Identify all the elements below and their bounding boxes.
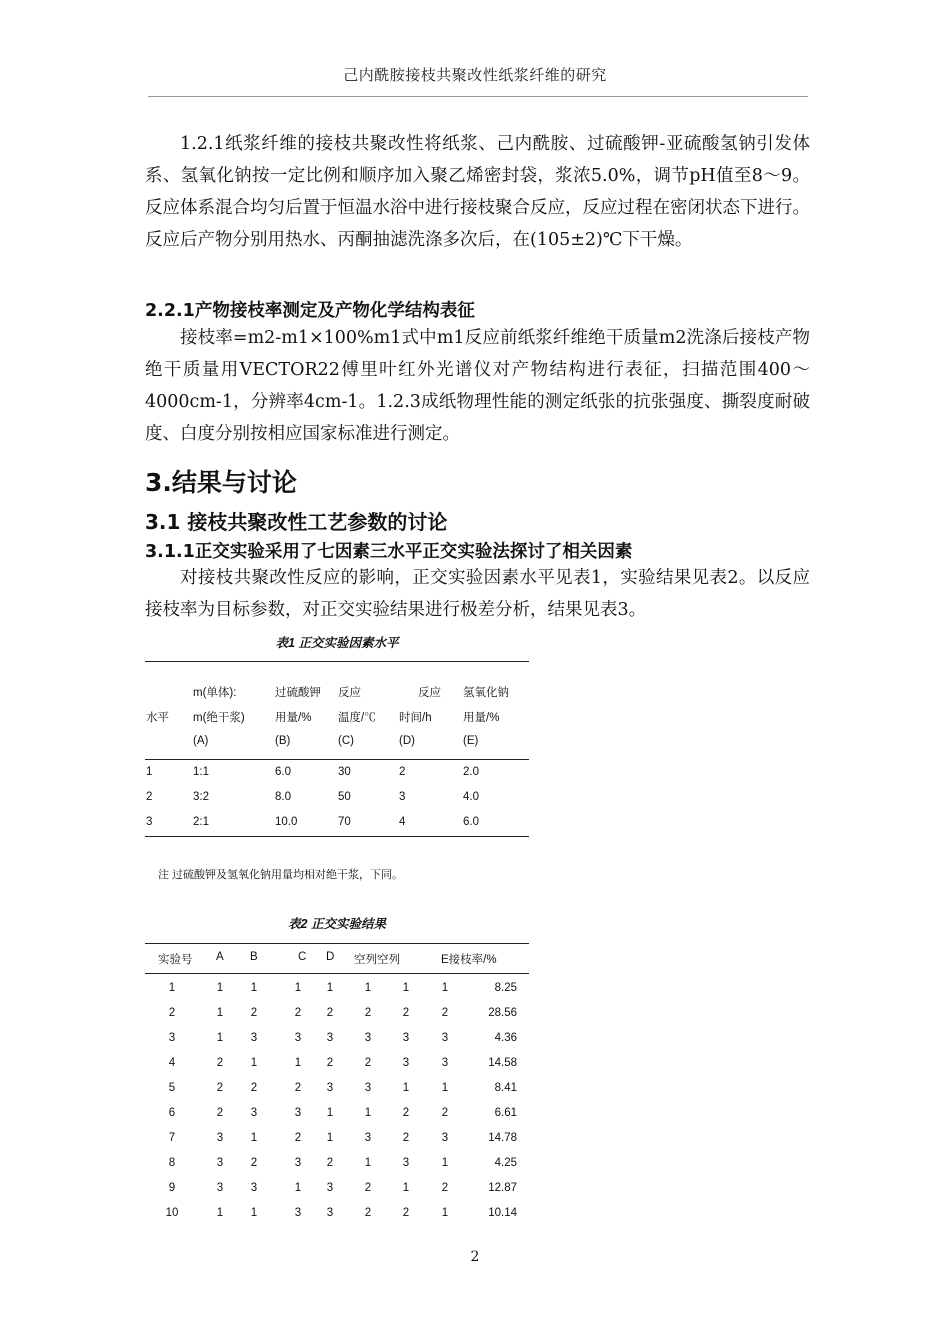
table2-cell-b: 1 [250, 1132, 258, 1144]
table2-cell-run: 10 [165, 1207, 179, 1219]
table2-cell-empty1: 3 [364, 1032, 372, 1044]
table2-cell-c: 3 [294, 1107, 302, 1119]
table1-head-b1: 过硫酸钾 [275, 687, 321, 699]
table2-cell-run: 9 [168, 1182, 176, 1194]
table2-cell-empty2: 2 [402, 1207, 410, 1219]
table1-cell-c: 70 [338, 816, 351, 828]
table2-cell-d: 3 [326, 1032, 334, 1044]
table2-cell-rate: 14.58 [488, 1057, 517, 1069]
table1-cell-b: 8.0 [275, 791, 291, 803]
table1-bottom-rule [145, 836, 529, 837]
table1-cell-c: 50 [338, 791, 351, 803]
table1-head-b3: (B) [275, 735, 291, 747]
table2-cell-a: 1 [216, 982, 224, 994]
table2-cell-empty2: 1 [402, 1082, 410, 1094]
table1-head-d2: 时间/h [399, 712, 432, 724]
table1-cell-e: 4.0 [463, 791, 479, 803]
table1-head-b2: 用量/% [275, 712, 312, 724]
table2-cell-rate: 14.78 [488, 1132, 517, 1144]
table1-head-a2: m(绝干浆) [193, 712, 245, 724]
table2-head-run: 实验号 [158, 954, 193, 966]
table2-cell-run: 1 [168, 982, 176, 994]
table2-cell-c: 2 [294, 1132, 302, 1144]
table2-cell-run: 3 [168, 1032, 176, 1044]
table1-cell-e: 6.0 [463, 816, 479, 828]
table2-cell-e: 1 [441, 982, 449, 994]
table2-cell-empty1: 2 [364, 1182, 372, 1194]
table2-cell-a: 1 [216, 1032, 224, 1044]
table2-cell-e: 3 [441, 1132, 449, 1144]
table1-cell-b: 10.0 [275, 816, 298, 828]
section-heading-3: 3.结果与讨论 [145, 468, 297, 497]
table1-top-rule [145, 661, 529, 662]
table2-caption: 表2 正交实验结果 [288, 917, 386, 931]
table2-cell-rate: 8.41 [494, 1082, 517, 1094]
table1-cell-level: 1 [146, 766, 153, 778]
table1-note: 注 过硫酸钾及氢氧化钠用量均相对绝干浆，下同。 [158, 869, 404, 881]
table1-head-d1: 反应 [418, 687, 441, 699]
table2-cell-a: 2 [216, 1082, 224, 1094]
table2-cell-empty1: 3 [364, 1082, 372, 1094]
table2-cell-c: 1 [294, 1057, 302, 1069]
table2-cell-empty1: 1 [364, 1107, 372, 1119]
table2-cell-a: 2 [216, 1107, 224, 1119]
table2-cell-c: 3 [294, 1032, 302, 1044]
table1-cell-a: 1:1 [193, 766, 209, 778]
table1-caption: 表1 正交实验因素水平 [275, 636, 399, 650]
table1-cell-d: 3 [399, 791, 406, 803]
paragraph-1-text: 1.2.1纸浆纤维的接枝共聚改性将纸浆、己内酰胺、过硫酸钾-亚硫酸氢钠引发体系、氢氧化钠按一定比例和顺序加入聚乙烯密封袋，浆浓5.0%，调节pH值至8～9。反应体系混合均匀后置于恒温水浴中进行接枝聚合反应，反应过程在密闭状态下进行。反应后产物分别用热水、丙酮抽滤洗涤多次后，在(105±2)℃下干燥。 [145, 134, 810, 250]
table2-mid-rule [145, 973, 529, 974]
table1-head-a3: (A) [193, 735, 209, 747]
running-header: 己内酰胺接枝共聚改性纸浆纤维的研究 [343, 66, 607, 84]
table1-cell-e: 2.0 [463, 766, 479, 778]
table2-cell-b: 3 [250, 1032, 258, 1044]
table2-cell-rate: 8.25 [494, 982, 517, 994]
table2-cell-a: 3 [216, 1157, 224, 1169]
table2-cell-empty1: 2 [364, 1007, 372, 1019]
table2-cell-e: 2 [441, 1182, 449, 1194]
table2-cell-rate: 6.61 [494, 1107, 517, 1119]
table1-cell-a: 3:2 [193, 791, 209, 803]
table2-cell-rate: 12.87 [488, 1182, 517, 1194]
header-rule [148, 96, 808, 97]
table2-cell-empty2: 1 [402, 1182, 410, 1194]
table1-head-e1: 氢氧化钠 [463, 687, 509, 699]
table2-cell-empty2: 3 [402, 1032, 410, 1044]
table2-cell-e: 1 [441, 1082, 449, 1094]
table1-head-c1: 反应 [338, 687, 361, 699]
table2-cell-b: 3 [250, 1182, 258, 1194]
table2-cell-d: 1 [326, 982, 334, 994]
table1-cell-c: 30 [338, 766, 351, 778]
table2-top-rule [145, 943, 529, 944]
table2-cell-b: 2 [250, 1007, 258, 1019]
table2-cell-a: 2 [216, 1057, 224, 1069]
table2-cell-d: 3 [326, 1182, 334, 1194]
table2-cell-b: 1 [250, 1057, 258, 1069]
table2-cell-run: 6 [168, 1107, 176, 1119]
paragraph-1 [145, 128, 810, 256]
table2-cell-empty1: 2 [364, 1207, 372, 1219]
table2-cell-empty2: 1 [402, 982, 410, 994]
subheading-2-2-1: 2.2.1产物接枝率测定及产物化学结构表征 [145, 301, 475, 321]
table2-cell-c: 1 [294, 982, 302, 994]
table2-cell-d: 2 [326, 1057, 334, 1069]
table2-head-d: D [326, 951, 335, 963]
table1-cell-a: 2:1 [193, 816, 209, 828]
table2-head-c: C [298, 951, 307, 963]
table2-cell-d: 2 [326, 1157, 334, 1169]
paragraph-3-text: 对接枝共聚改性反应的影响，正交实验因素水平见表1，实验结果见表2。以反应接枝率为目标参数，对正交实验结果进行极差分析，结果见表3。 [145, 568, 810, 620]
table1-head-e2: 用量/% [463, 712, 500, 724]
table2-cell-e: 3 [441, 1032, 449, 1044]
table2-cell-d: 1 [326, 1107, 334, 1119]
table2-cell-empty2: 2 [402, 1107, 410, 1119]
table2-head-e-rate: E接枝率/% [441, 954, 497, 966]
table1-cell-b: 6.0 [275, 766, 291, 778]
table2-cell-empty1: 1 [364, 982, 372, 994]
table1-cell-d: 4 [399, 816, 406, 828]
page-number: 2 [470, 1249, 480, 1265]
table2-cell-c: 2 [294, 1082, 302, 1094]
table1-cell-d: 2 [399, 766, 406, 778]
table2-head-a: A [216, 951, 224, 963]
table2-cell-b: 2 [250, 1157, 258, 1169]
table1-head-level: 水平 [146, 712, 169, 724]
table1-head-c2: 温度/℃ [338, 712, 376, 724]
table1-head-e3: (E) [463, 735, 479, 747]
table2-cell-run: 4 [168, 1057, 176, 1069]
table2-cell-empty2: 2 [402, 1007, 410, 1019]
table2-cell-e: 1 [441, 1207, 449, 1219]
table2-cell-d: 3 [326, 1082, 334, 1094]
table2-head-b: B [250, 951, 258, 963]
table2-cell-d: 2 [326, 1007, 334, 1019]
table2-cell-empty2: 2 [402, 1132, 410, 1144]
table2-cell-e: 1 [441, 1157, 449, 1169]
table2-head-empty: 空列空列 [354, 954, 400, 966]
table2-cell-c: 3 [294, 1207, 302, 1219]
table2-cell-a: 1 [216, 1007, 224, 1019]
table2-cell-rate: 4.25 [494, 1157, 517, 1169]
table2-cell-e: 2 [441, 1107, 449, 1119]
table2-cell-run: 5 [168, 1082, 176, 1094]
section-heading-3-1: 3.1 接枝共聚改性工艺参数的讨论 [145, 510, 448, 534]
table1-head-a1: m(单体): [193, 687, 237, 699]
table1-cell-level: 2 [146, 791, 153, 803]
table2-cell-empty1: 2 [364, 1057, 372, 1069]
table2-cell-empty1: 3 [364, 1132, 372, 1144]
table2-cell-d: 3 [326, 1207, 334, 1219]
table2-cell-c: 2 [294, 1007, 302, 1019]
table1-cell-level: 3 [146, 816, 153, 828]
table2-cell-rate: 28.56 [488, 1007, 517, 1019]
section-heading-3-1-1: 3.1.1正交实验采用了七因素三水平正交实验法探讨了相关因素 [145, 542, 633, 562]
table2-cell-run: 8 [168, 1157, 176, 1169]
table2-cell-rate: 4.36 [494, 1032, 517, 1044]
table2-cell-rate: 10.14 [488, 1207, 517, 1219]
table2-cell-c: 3 [294, 1157, 302, 1169]
table2-cell-e: 3 [441, 1057, 449, 1069]
table2-cell-run: 2 [168, 1007, 176, 1019]
table2-cell-empty1: 1 [364, 1157, 372, 1169]
table2-cell-b: 1 [250, 1207, 258, 1219]
paragraph-2-text: 接枝率=m2-m1×100%m1式中m1反应前纸浆纤维绝干质量m2洗涤后接枝产物绝干质量用VECTOR22傅里叶红外光谱仪对产物结构进行表征，扫描范围400～4000cm-1，分辨率4cm-1。1.2.3成纸物理性能的测定纸张的抗张强度、撕裂度耐破度、白度分别按相应国家标准进行测定。 [145, 328, 810, 444]
table2-cell-b: 1 [250, 982, 258, 994]
table2-cell-empty2: 3 [402, 1057, 410, 1069]
table2-cell-empty2: 3 [402, 1157, 410, 1169]
table2-cell-c: 1 [294, 1182, 302, 1194]
paragraph-2 [145, 322, 810, 450]
table2-cell-d: 1 [326, 1132, 334, 1144]
table1-head-c3: (C) [338, 735, 354, 747]
table2-cell-b: 2 [250, 1082, 258, 1094]
table2-cell-run: 7 [168, 1132, 176, 1144]
table1-mid-rule [145, 759, 529, 760]
table2-cell-a: 3 [216, 1182, 224, 1194]
table2-cell-a: 1 [216, 1207, 224, 1219]
table2-cell-a: 3 [216, 1132, 224, 1144]
table2-cell-b: 3 [250, 1107, 258, 1119]
table2-cell-e: 2 [441, 1007, 449, 1019]
table1-head-d3: (D) [399, 735, 415, 747]
paragraph-3 [145, 562, 810, 626]
